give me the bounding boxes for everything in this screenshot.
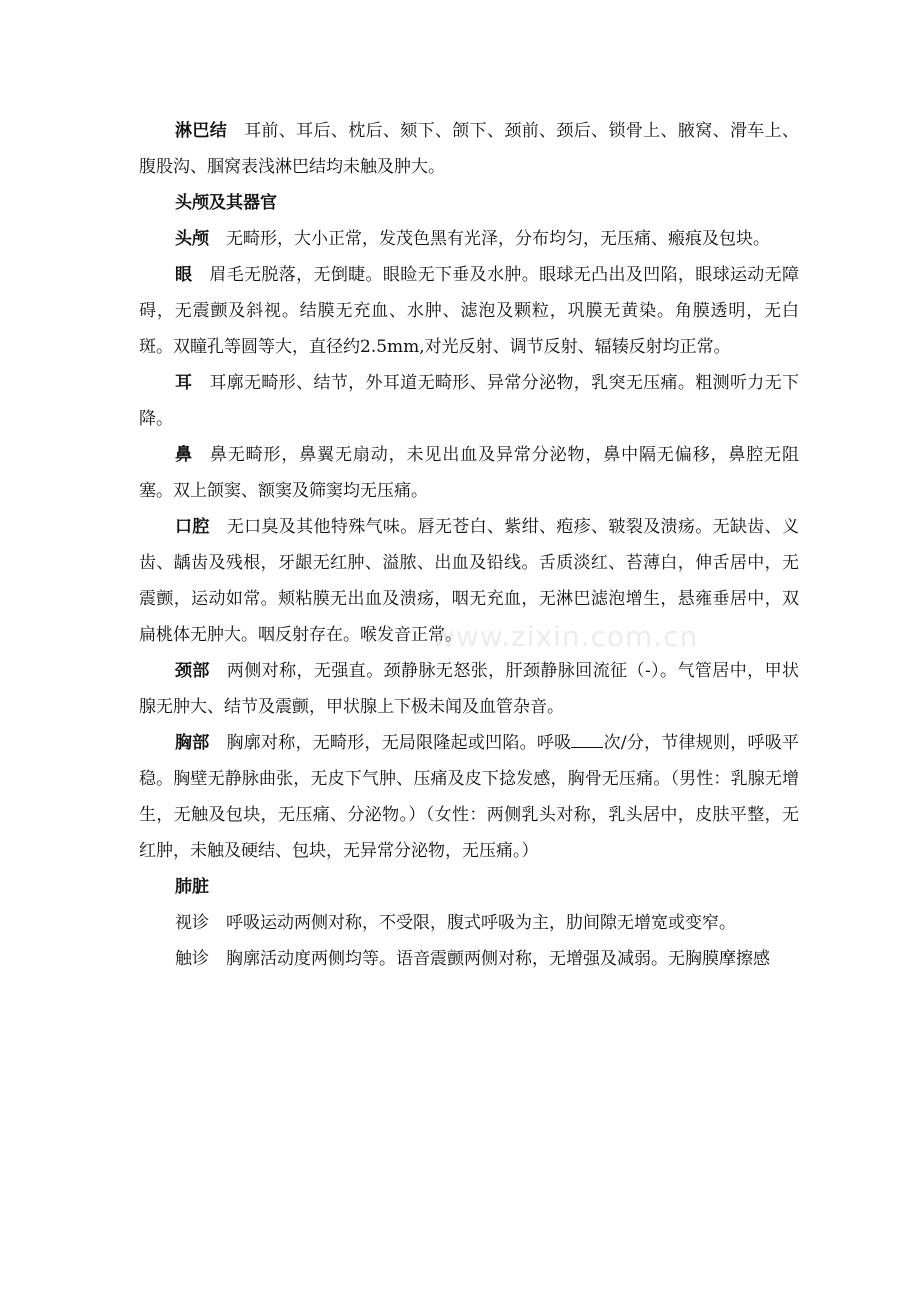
ear-text: 耳廓无畸形、结节，外耳道无畸形、异常分泌物，乳突无压痛。粗测听力无下降。 (139, 373, 800, 429)
eye-text: 眉毛无脱落，无倒睫。眼睑无下垂及水肿。眼球无凸出及凹陷，眼球运动无障碍，无震颤及斜视。结膜无充血、水肿、滤泡及颗粒，巩膜无黄染。角膜透明，无白斑。双瞳孔等圆等大，直径约2.5mm,对光反射、调节反射、辐辏反射均正常。 (139, 265, 800, 357)
inspection-heading: 视诊 (175, 913, 209, 933)
mouth-heading: 口腔 (175, 517, 210, 537)
ear-heading: 耳 (175, 373, 193, 393)
chest-heading: 胸部 (175, 733, 210, 753)
inspection-text: 呼吸运动两侧对称，不受限，腹式呼吸为主，肋间隙无增宽或变窄。 (226, 913, 736, 933)
section-heading-head-organs: 头颅及其器官 (175, 193, 277, 213)
watermark-text: www.zixin.com.cn (432, 620, 699, 653)
lymph-paragraph (139, 113, 799, 185)
neck-text: 两侧对称，无强直。颈静脉无怒张，肝颈静脉回流征（-）。气管居中，甲状腺无肿大、结节及震颤，甲状腺上下极未闻及血管杂音。 (139, 661, 799, 717)
eye-heading: 眼 (175, 265, 193, 285)
ear-paragraph (139, 365, 799, 437)
palpation-paragraph (139, 941, 799, 977)
skull-text: 无畸形，大小正常，发茂色黑有光泽，分布均匀，无压痛、瘢痕及包块。 (226, 229, 770, 249)
document-body (139, 113, 799, 977)
chest-text-before: 胸廓对称，无畸形，无局限隆起或凹陷。呼吸 (226, 733, 572, 753)
eye-paragraph (139, 257, 799, 365)
palpation-text: 胸廓活动度两侧均等。语音震颤两侧对称，无增强及减弱。无胸膜摩擦感 (226, 949, 770, 969)
chest-paragraph (139, 725, 799, 869)
chest-text-after: 次/分，节律规则，呼吸平稳。胸壁无静脉曲张，无皮下气肿、压痛及皮下捻发感，胸骨无压痛。（男性：乳腺无增生，无触及包块，无压痛、分泌物。）（女性：两侧乳头对称，乳头居中，皮肤平整，无红肿，未触及硬结、包块，无异常分泌物，无压痛。） (139, 733, 800, 861)
nose-paragraph (139, 437, 799, 509)
neck-heading: 颈部 (175, 661, 210, 681)
nose-heading: 鼻 (175, 445, 193, 465)
lymph-text: 耳前、耳后、枕后、颏下、颌下、颈前、颈后、锁骨上、腋窝、滑车上、腹股沟、腘窝表浅淋巴结均未触及肿大。 (139, 121, 800, 177)
nose-text: 鼻无畸形，鼻翼无扇动，未见出血及异常分泌物，鼻中隔无偏移，鼻腔无阻塞。双上颌窦、额窦及筛窦均无压痛。 (139, 445, 800, 501)
mouth-text: 无口臭及其他特殊气味。唇无苍白、紫绀、疱疹、皲裂及溃疡。无缺齿、义齿、龋齿及残根，牙龈无红肿、溢脓、出血及铅线。舌质淡红、苔薄白，伸舌居中，无震颤，运动如常。颊粘膜无出血及溃疡，咽无充血，无淋巴滤泡增生，悬雍垂居中，双扁桃体无肿大。咽反射存在。喉发音正常。 (139, 517, 800, 645)
section-heading-lungs: 肺脏 (175, 877, 209, 897)
palpation-heading: 触诊 (175, 949, 209, 969)
lymph-heading: 淋巴结 (175, 121, 228, 141)
inspection-paragraph (139, 905, 799, 941)
respiration-rate-blank (571, 733, 603, 748)
skull-paragraph (139, 221, 799, 257)
neck-paragraph (139, 653, 799, 725)
skull-heading: 头颅 (175, 229, 209, 249)
